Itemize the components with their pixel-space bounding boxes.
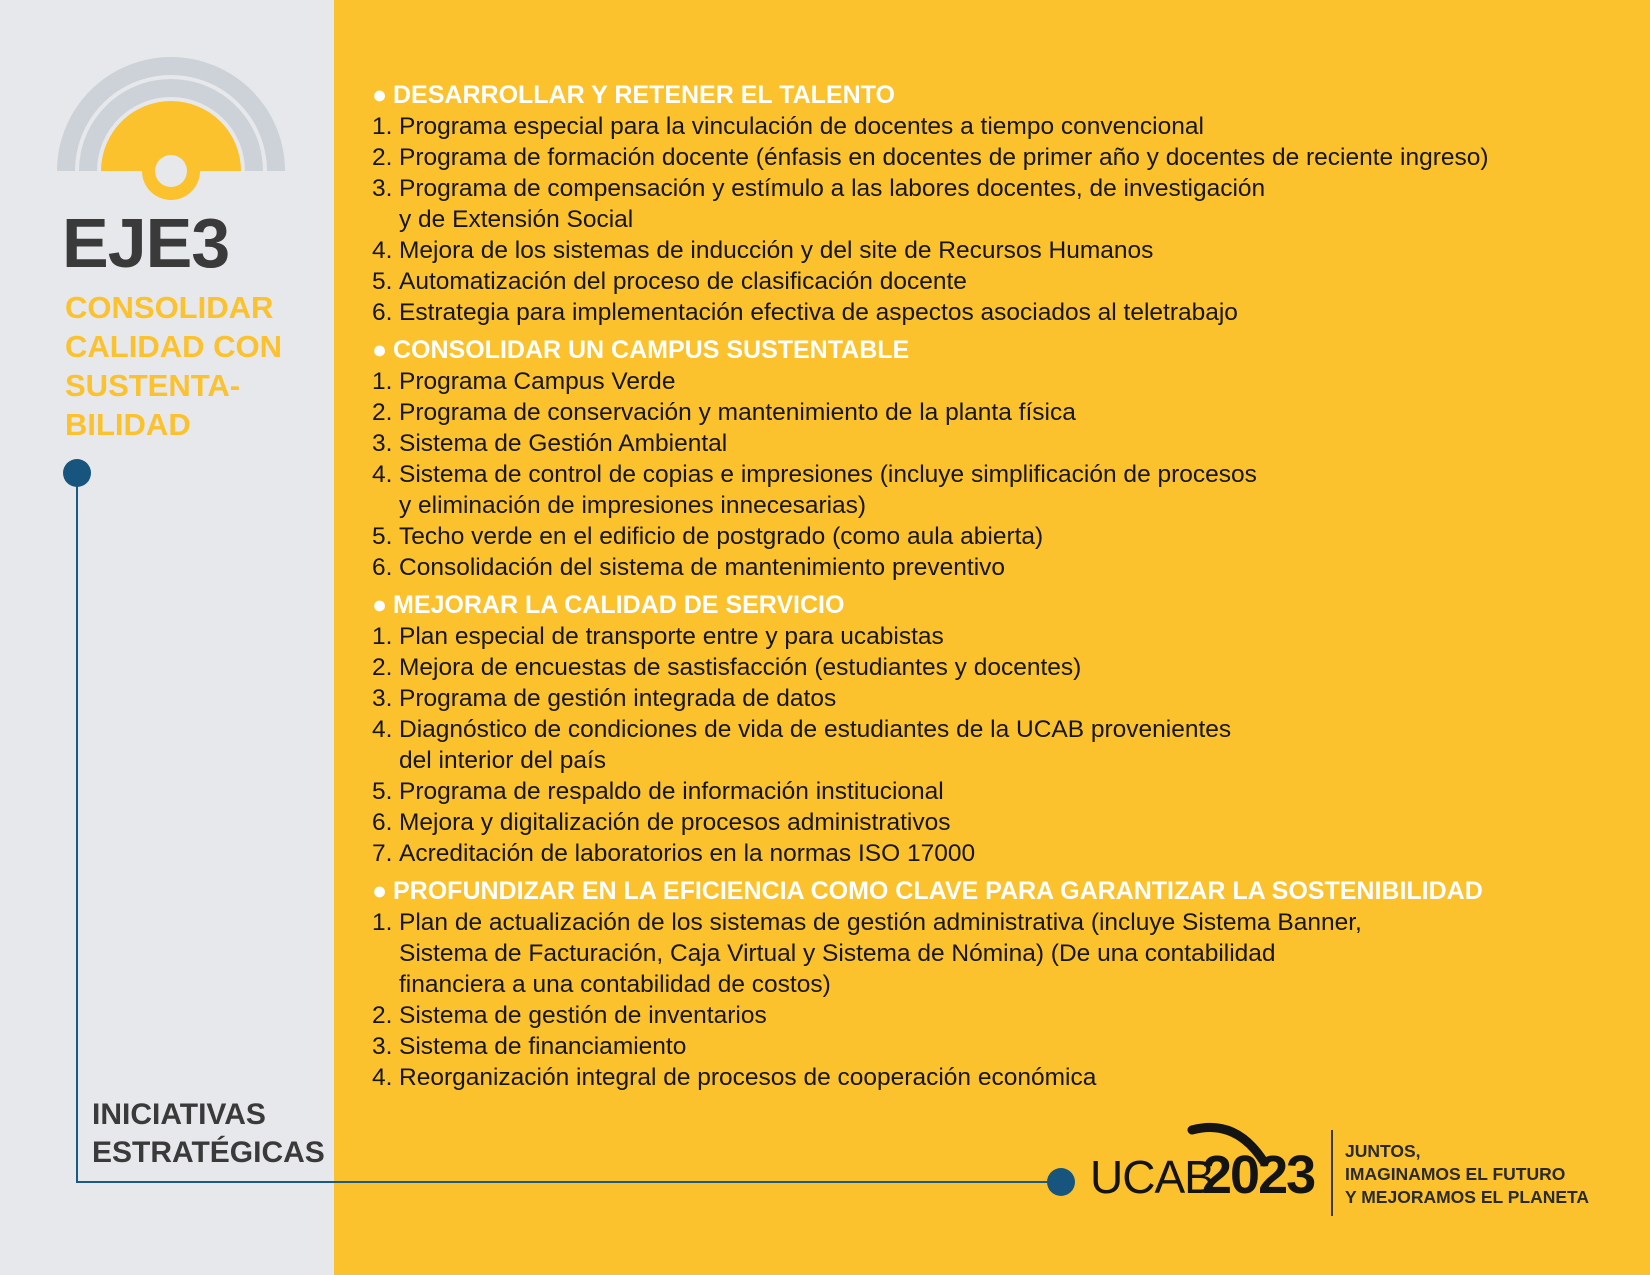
initiative-item (372, 1031, 1612, 1062)
item-text: Automatización del proceso de clasificación docente (399, 268, 967, 295)
initiative-item (372, 1062, 1612, 1093)
item-number: 3. (372, 175, 393, 202)
item-text: Sistema de financiamiento (399, 1033, 687, 1060)
initiative-item (372, 776, 1612, 807)
section-title (372, 335, 1612, 366)
item-text: Estrategia para implementación efectiva de aspectos asociados al teletrabajo (399, 299, 1238, 326)
item-text: Mejora y digitalización de procesos administrativos (399, 809, 951, 836)
slogan-line: JUNTOS, (1345, 1141, 1421, 1161)
axis-title: EJE3 (62, 204, 230, 282)
semicircle-emblem-icon (55, 55, 287, 205)
section-title (372, 80, 1612, 111)
strategic-initiatives-line: ESTRATÉGICAS (92, 1136, 325, 1169)
section-title-text: CONSOLIDAR UN CAMPUS SUSTENTABLE (393, 336, 910, 364)
initiative-item (372, 266, 1612, 297)
section-title (372, 876, 1612, 907)
section-title-text: MEJORAR LA CALIDAD DE SERVICIO (393, 591, 845, 619)
initiatives-list (372, 80, 1612, 1100)
item-text: Mejora de los sistemas de inducción y del site de Recursos Humanos (399, 237, 1154, 264)
axis-subtitle-line: CALIDAD CON (65, 329, 282, 364)
item-number: 4. (372, 461, 393, 488)
item-number: 3. (372, 685, 393, 712)
bullet-icon: ● (372, 877, 388, 905)
initiative-item (372, 142, 1612, 173)
item-number: 7. (372, 840, 393, 867)
timeline-vertical-line (76, 473, 78, 1183)
item-text: Sistema de control de copias e impresiones (incluye simplificación de procesos y eliminación de impresiones innecesarias) (399, 461, 1257, 519)
initiative-item (372, 521, 1612, 552)
initiative-item (372, 1000, 1612, 1031)
item-text: Acreditación de laboratorios en la normas ISO 17000 (399, 840, 976, 867)
logo-year-text: 2023 (1202, 1145, 1315, 1205)
axis-subtitle-line: BILIDAD (65, 407, 191, 442)
initiative-item (372, 297, 1612, 328)
bullet-icon: ● (372, 336, 388, 364)
item-number: 2. (372, 399, 393, 426)
item-text: Plan especial de transporte entre y para ucabistas (399, 623, 944, 650)
logo-ucab-text: UCAB (1090, 1151, 1214, 1203)
timeline-start-dot (63, 459, 91, 487)
initiative-item (372, 621, 1612, 652)
initiative-item (372, 459, 1612, 521)
item-number: 1. (372, 909, 393, 936)
initiative-section (372, 80, 1612, 328)
axis-subtitle-line: SUSTENTA- (65, 368, 241, 403)
item-number: 4. (372, 1064, 393, 1091)
item-number: 1. (372, 368, 393, 395)
item-number: 6. (372, 554, 393, 581)
item-number: 5. (372, 778, 393, 805)
item-number: 1. (372, 113, 393, 140)
item-text: Programa Campus Verde (399, 368, 676, 395)
slogan-line: Y MEJORAMOS EL PLANETA (1345, 1187, 1590, 1207)
initiative-item (372, 683, 1612, 714)
logo-divider (1331, 1130, 1333, 1216)
strategic-initiatives-line: INICIATIVAS (92, 1098, 266, 1131)
bullet-icon: ● (372, 591, 388, 619)
item-text: Consolidación del sistema de mantenimiento preventivo (399, 554, 1006, 581)
bullet-icon: ● (372, 81, 388, 109)
item-text: Sistema de Gestión Ambiental (399, 430, 728, 457)
section-title-text: DESARROLLAR Y RETENER EL TALENTO (393, 81, 895, 109)
item-number: 6. (372, 299, 393, 326)
item-text: Programa de compensación y estímulo a las labores docentes, de investigación y de Extensión Social (399, 175, 1266, 233)
item-number: 2. (372, 1002, 393, 1029)
item-number: 4. (372, 237, 393, 264)
axis-subtitle (65, 288, 325, 444)
initiative-item (372, 111, 1612, 142)
item-number: 5. (372, 268, 393, 295)
item-number: 6. (372, 809, 393, 836)
initiative-item (372, 428, 1612, 459)
item-text: Reorganización integral de procesos de cooperación económica (399, 1064, 1097, 1091)
item-number: 5. (372, 523, 393, 550)
initiative-item (372, 838, 1612, 869)
sidebar (0, 0, 334, 1275)
item-text: Techo verde en el edificio de postgrado (como aula abierta) (399, 523, 1044, 550)
item-number: 4. (372, 716, 393, 743)
item-text: Sistema de gestión de inventarios (399, 1002, 767, 1029)
timeline-horizontal-line (76, 1181, 1061, 1183)
item-text: Diagnóstico de condiciones de vida de estudiantes de la UCAB provenientes del interior del país (399, 716, 1232, 774)
strategic-initiatives-label (92, 1096, 325, 1172)
item-text: Plan de actualización de los sistemas de gestión administrativa (incluye Sistema Banner, Sistema de Facturación, Caja Virtual y Sistema de Nómina) (De una contabilidad financiera a una contabilidad de costos) (399, 909, 1362, 998)
timeline-end-dot (1047, 1168, 1075, 1196)
initiative-item (372, 366, 1612, 397)
item-number: 3. (372, 430, 393, 457)
item-text: Programa de conservación y mantenimiento de la planta física (399, 399, 1076, 426)
initiative-section (372, 335, 1612, 583)
item-number: 1. (372, 623, 393, 650)
slogan (1345, 1140, 1589, 1209)
initiative-item (372, 907, 1612, 1000)
item-text: Programa de respaldo de información institucional (399, 778, 944, 805)
section-title (372, 590, 1612, 621)
item-number: 2. (372, 144, 393, 171)
section-title-text: PROFUNDIZAR EN LA EFICIENCIA COMO CLAVE PARA GARANTIZAR LA SOSTENIBILIDAD (393, 877, 1483, 905)
initiative-item (372, 173, 1612, 235)
slogan-line: IMAGINAMOS EL FUTURO (1345, 1164, 1566, 1184)
initiative-item (372, 235, 1612, 266)
initiative-section (372, 876, 1612, 1093)
item-text: Programa de formación docente (énfasis en docentes de primer año y docentes de reciente ingreso) (399, 144, 1489, 171)
initiative-item (372, 714, 1612, 776)
initiative-section (372, 590, 1612, 869)
item-text: Programa de gestión integrada de datos (399, 685, 837, 712)
initiative-item (372, 807, 1612, 838)
initiative-item (372, 397, 1612, 428)
item-number: 2. (372, 654, 393, 681)
initiative-item (372, 652, 1612, 683)
item-text: Programa especial para la vinculación de docentes a tiempo convencional (399, 113, 1204, 140)
initiative-item (372, 552, 1612, 583)
item-text: Mejora de encuestas de sastisfacción (estudiantes y docentes) (399, 654, 1082, 681)
axis-subtitle-line: CONSOLIDAR (65, 290, 274, 325)
item-number: 3. (372, 1033, 393, 1060)
